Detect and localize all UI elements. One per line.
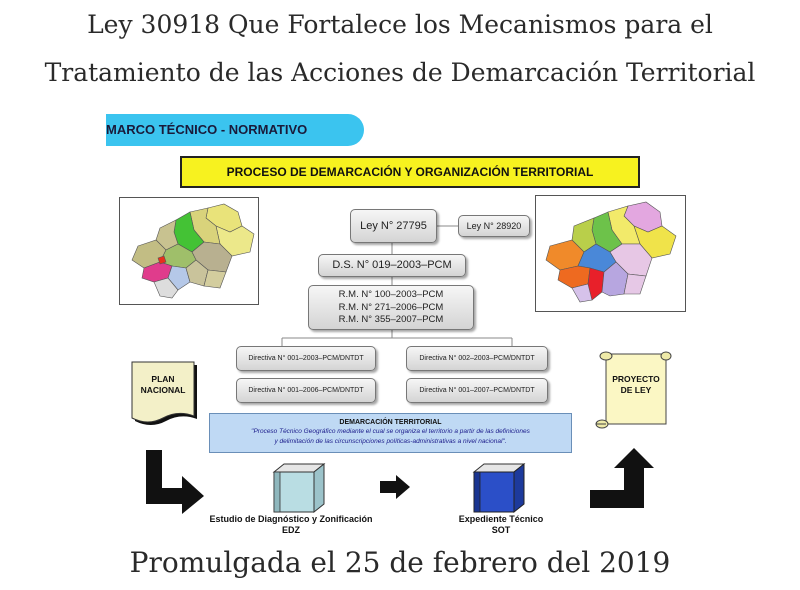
promulgation-date: Promulgada el 25 de febrero del 2019 <box>129 546 671 579</box>
demarcacion-text-line-2: y delimitación de las circunscripciones políticas-administrativas a nivel nacional". <box>274 438 507 445</box>
binder-edz-icon <box>270 462 328 514</box>
binder-sot-icon <box>470 462 528 514</box>
resolution-line-2: R.M. N° 271–2006–PCM <box>338 301 444 313</box>
edz-caption-line-2: EDZ <box>282 525 300 535</box>
page-title-line-2: Tratamiento de las Acciones de Demarcación Territorial <box>44 58 756 87</box>
proyecto-ley-scroll <box>592 348 672 430</box>
edz-caption-line-1: Estudio de Diagnóstico y Zonificación <box>209 514 373 524</box>
process-title: PROCESO DE DEMARCACIÓN Y ORGANIZACIÓN TERRITORIAL <box>180 156 640 188</box>
demarcacion-definition <box>209 413 572 453</box>
demarcacion-title: DEMARCACIÓN TERRITORIAL <box>339 419 442 426</box>
decree-box: D.S. N° 019–2003–PCM <box>318 254 466 277</box>
demarcacion-text-line-1: "Proceso Técnico Geográfico mediante el cual se organiza el territorio a partir de las definiciones <box>251 428 530 435</box>
sot-caption-line-1: Expediente Técnico <box>458 514 544 524</box>
edz-caption <box>196 514 386 536</box>
directive-box-2: Directiva N° 002–2003–PCM/DNTDT <box>406 346 548 371</box>
arrow-up-right-icon <box>588 446 660 510</box>
directive-box-3: Directiva N° 001–2006–PCM/DNTDT <box>236 378 376 403</box>
law-28920-box: Ley N° 28920 <box>458 215 530 237</box>
plan-nacional-label: PLAN NACIONAL <box>140 374 186 395</box>
resolution-line-3: R.M. N° 355–2007–PCM <box>338 314 444 325</box>
resolutions-box <box>308 285 474 330</box>
arrow-right-icon <box>378 474 412 500</box>
law-27795-box: Ley N° 27795 <box>350 209 437 243</box>
proyecto-ley-label: PROYECTO DE LEY <box>612 374 660 395</box>
marco-banner-label: MARCO TÉCNICO - NORMATIVO <box>106 122 308 137</box>
directive-box-4: Directiva N° 001–2007–PCM/DNTDT <box>406 378 548 403</box>
sot-caption <box>446 514 556 536</box>
directive-box-1: Directiva N° 001–2003–PCM/DNTDT <box>236 346 376 371</box>
resolution-line-1: R.M. N° 100–2003–PCM <box>338 289 444 300</box>
page-title-line-1: Ley 30918 Que Fortalece los Mecanismos para el <box>87 10 713 39</box>
arrow-down-right-icon <box>140 448 210 514</box>
plan-nacional-document <box>128 358 198 428</box>
sot-caption-line-2: SOT <box>491 525 511 535</box>
